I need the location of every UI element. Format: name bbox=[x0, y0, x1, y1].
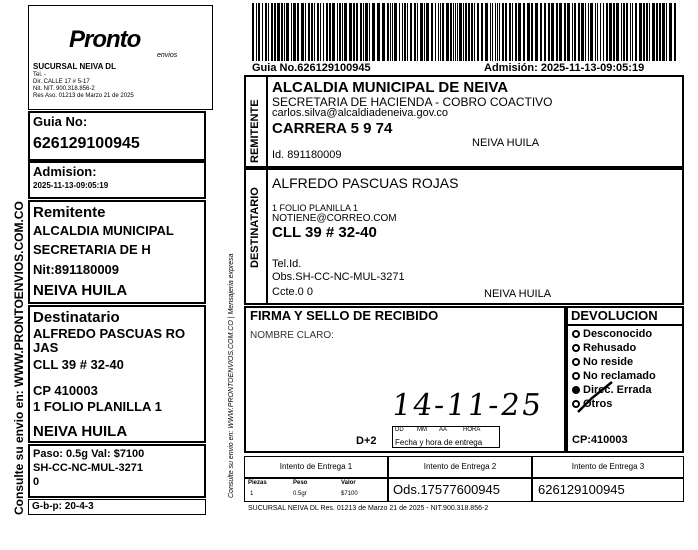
barcode-bar bbox=[392, 3, 393, 61]
barcode-bar bbox=[420, 3, 423, 61]
barcode-bar bbox=[297, 3, 299, 61]
stub-sender-nit: Nit:891180009 bbox=[33, 262, 120, 277]
barcode-bar bbox=[495, 3, 496, 61]
barcode-bar bbox=[360, 3, 362, 61]
main-barcode bbox=[252, 3, 682, 61]
return-title: DEVOLUCION bbox=[571, 308, 658, 323]
barcode-bar bbox=[564, 3, 566, 61]
piece-header-piezas: Piezas bbox=[248, 480, 267, 486]
radio-icon[interactable] bbox=[572, 330, 580, 338]
barcode-bar bbox=[365, 3, 368, 61]
main-sender-email: carlos.silva@alcaldiadeneiva.gov.co bbox=[272, 107, 449, 119]
attempt-box-2 bbox=[388, 456, 532, 478]
barcode-bar bbox=[630, 3, 631, 61]
main-guide-line: Guia No.626129100945 bbox=[252, 62, 371, 74]
barcode-bar bbox=[377, 3, 380, 61]
date-header-dd: DD bbox=[395, 427, 404, 433]
barcode-bar bbox=[262, 3, 263, 61]
barcode-bar bbox=[588, 3, 589, 61]
main-sender-box bbox=[244, 75, 684, 168]
piece-header-peso: Peso bbox=[293, 480, 308, 486]
barcode-bar bbox=[581, 3, 584, 61]
barcode-bar bbox=[459, 3, 462, 61]
barcode-bar bbox=[410, 3, 412, 61]
barcode-bar bbox=[523, 3, 525, 61]
main-recipient-folio: 1 FOLIO PLANILLA 1 bbox=[272, 203, 359, 213]
barcode-bar bbox=[572, 3, 573, 61]
barcode-bar bbox=[474, 3, 475, 61]
stub-weight-box bbox=[28, 444, 206, 498]
barcode-bar bbox=[481, 3, 483, 61]
date-header-mm: MM bbox=[417, 427, 427, 433]
barcode-bar bbox=[531, 3, 533, 61]
attempt-label-3: Intento de Entrega 3 bbox=[571, 462, 645, 471]
stub-recipient-cp: CP 410003 bbox=[33, 383, 98, 398]
barcode-bar bbox=[402, 3, 403, 61]
barcode-bar bbox=[369, 3, 370, 61]
handwritten-date: 14-11-25 bbox=[389, 388, 546, 423]
stub-ref-line: SH-CC-NC-MUL-3271 bbox=[33, 462, 144, 474]
barcode-bar bbox=[646, 3, 648, 61]
barcode-bar bbox=[277, 3, 280, 61]
barcode-bar bbox=[574, 3, 576, 61]
barcode-bar bbox=[463, 3, 464, 61]
barcode-bar bbox=[485, 3, 488, 61]
main-recipient-box bbox=[244, 168, 684, 305]
main-recipient-ccte: Ccte.0 0 bbox=[272, 286, 313, 298]
barcode-bar bbox=[268, 3, 269, 61]
barcode-bar bbox=[252, 3, 254, 61]
barcode-bar bbox=[265, 3, 267, 61]
barcode-bar bbox=[609, 3, 612, 61]
barcode-bar bbox=[505, 3, 507, 61]
return-option[interactable] bbox=[572, 327, 656, 341]
pieces-box bbox=[244, 478, 388, 502]
barcode-bar bbox=[502, 3, 504, 61]
barcode-bar bbox=[590, 3, 593, 61]
main-recipient-email: NOTIENE@CORREO.COM bbox=[272, 213, 397, 224]
barcode-bar bbox=[578, 3, 580, 61]
barcode-bar bbox=[258, 3, 260, 61]
attempt-label-2: Intento de Entrega 2 bbox=[423, 462, 497, 471]
barcode-bar bbox=[317, 3, 319, 61]
barcode-bar bbox=[453, 3, 454, 61]
barcode-bar bbox=[293, 3, 296, 61]
barcode-bar bbox=[635, 3, 637, 61]
piece-value-peso: 0.5gr bbox=[293, 491, 307, 497]
main-sender-name: ALCALDIA MUNICIPAL DE NEIVA bbox=[272, 79, 509, 96]
barcode-bar bbox=[291, 3, 292, 61]
main-vertical-web: Consulte su envio en: WWW.PRONTOENVIOS.COM.CO | Mensajeria expresa bbox=[228, 253, 235, 498]
ods-box bbox=[388, 478, 532, 502]
date-header-aa: AA bbox=[439, 427, 448, 433]
date-grid bbox=[392, 426, 500, 448]
piece-value-valor: $7100 bbox=[341, 491, 358, 497]
barcode-bar bbox=[329, 3, 331, 61]
barcode-bar bbox=[390, 3, 391, 61]
stub-guide-label: Guia No: bbox=[33, 114, 88, 129]
return-box bbox=[566, 306, 684, 453]
barcode-bar bbox=[656, 3, 658, 61]
stub-zero: 0 bbox=[33, 476, 40, 488]
barcode-bar bbox=[256, 3, 257, 61]
barcode-bar bbox=[337, 3, 338, 61]
barcode-bar bbox=[632, 3, 633, 61]
barcode-bar bbox=[662, 3, 665, 61]
pronto-logo: Pronto bbox=[69, 26, 141, 53]
stub-route-box bbox=[28, 499, 206, 515]
stub-recipient-box bbox=[28, 305, 206, 443]
barcode-bar bbox=[457, 3, 458, 61]
barcode-bar bbox=[659, 3, 661, 61]
piece-value-piezas: 1 bbox=[250, 491, 254, 497]
barcode-bar bbox=[559, 3, 562, 61]
barcode-bar bbox=[363, 3, 364, 61]
main-recipient-obs: Obs.SH-CC-NC-MUL-3271 bbox=[272, 271, 405, 283]
barcode-bar bbox=[404, 3, 406, 61]
barcode-bar bbox=[344, 3, 347, 61]
barcode-bar bbox=[326, 3, 328, 61]
barcode-bar bbox=[621, 3, 622, 61]
main-sender-id: Id. 891180009 bbox=[272, 149, 342, 161]
barcode-bar bbox=[497, 3, 498, 61]
stub-recipient-label: Destinatario bbox=[33, 309, 120, 326]
stub-sender-dept: SECRETARIA DE H bbox=[33, 242, 151, 257]
barcode-bar bbox=[490, 3, 491, 61]
stub-sender-city: NEIVA HUILA bbox=[33, 282, 128, 299]
barcode-bar bbox=[286, 3, 289, 61]
date-header-hora: HORA bbox=[463, 427, 481, 433]
barcode-bar bbox=[414, 3, 416, 61]
barcode-bar bbox=[435, 3, 436, 61]
barcode-bar bbox=[305, 3, 306, 61]
barcode-bar bbox=[606, 3, 608, 61]
main-recipient-name: ALFREDO PASCUAS ROJAS bbox=[272, 175, 459, 191]
barcode-bar bbox=[626, 3, 628, 61]
barcode-bar bbox=[666, 3, 667, 61]
barcode-bar bbox=[499, 3, 500, 61]
barcode-bar bbox=[281, 3, 283, 61]
barcode-bar bbox=[465, 3, 467, 61]
barcode-bar bbox=[323, 3, 324, 61]
barcode-bar bbox=[603, 3, 604, 61]
d2-label: D+2 bbox=[356, 435, 377, 447]
signature-name-label: NOMBRE CLARO: bbox=[250, 330, 334, 341]
stub-admission-box bbox=[28, 161, 206, 199]
main-sender-city: NEIVA HUILA bbox=[472, 137, 540, 149]
return-option-label: No reside bbox=[583, 356, 634, 368]
barcode-bar bbox=[332, 3, 335, 61]
barcode-bar bbox=[342, 3, 343, 61]
barcode-bar bbox=[477, 3, 479, 61]
barcode-bar bbox=[284, 3, 285, 61]
main-sender-tab: REMITENTE bbox=[249, 99, 261, 163]
attempt-label-1: Intento de Entrega 1 bbox=[279, 462, 353, 471]
branch-line: Nit. NIT. 900.318.856-2 bbox=[33, 86, 95, 92]
piece-header-valor: Valor bbox=[341, 480, 356, 486]
date-footer: Fecha y hora de entrega bbox=[395, 438, 483, 447]
barcode-bar bbox=[308, 3, 310, 61]
barcode-bar bbox=[440, 3, 441, 61]
barcode-bar bbox=[492, 3, 493, 61]
barcode-bar bbox=[540, 3, 542, 61]
barcode-bar bbox=[544, 3, 546, 61]
barcode-bar bbox=[616, 3, 619, 61]
stub-recipient-folio: 1 FOLIO PLANILLA 1 bbox=[33, 399, 162, 414]
barcode-bar bbox=[271, 3, 273, 61]
barcode-bar bbox=[639, 3, 642, 61]
barcode-bar bbox=[426, 3, 429, 61]
barcode-bar bbox=[442, 3, 444, 61]
main-recipient-address: CLL 39 # 32-40 bbox=[272, 224, 377, 241]
main-sender-address: CARRERA 5 9 74 bbox=[272, 120, 393, 137]
stub-recipient-city: NEIVA HUILA bbox=[33, 423, 128, 440]
barcode-bar bbox=[417, 3, 418, 61]
barcode-bar bbox=[551, 3, 554, 61]
barcode-bar bbox=[600, 3, 601, 61]
barcode-bar bbox=[613, 3, 615, 61]
barcode-bar bbox=[567, 3, 570, 61]
stub-admission-value: 2025-11-13-09:05:19 bbox=[33, 181, 109, 190]
ods-number: Ods.17577600945 bbox=[393, 482, 500, 497]
barcode-bar bbox=[394, 3, 397, 61]
return-option[interactable] bbox=[572, 355, 656, 369]
barcode-bar bbox=[301, 3, 304, 61]
stub-logo-box bbox=[28, 5, 213, 110]
return-option[interactable] bbox=[572, 341, 656, 355]
stub-guide-number: 626129100945 bbox=[33, 135, 140, 152]
stub-admission-label: Admision: bbox=[33, 164, 97, 179]
barcode-bar bbox=[512, 3, 513, 61]
return-option-label: Desconocido bbox=[583, 328, 653, 340]
branch-line: Res Aso. 01213 de Marzo 21 de 2025 bbox=[33, 93, 134, 99]
branch-title: SUCURSAL NEIVA DL bbox=[33, 62, 116, 71]
logo-tagline: envios bbox=[157, 52, 178, 59]
barcode-bar bbox=[623, 3, 625, 61]
barcode-bar bbox=[535, 3, 538, 61]
barcode-bar bbox=[407, 3, 408, 61]
radio-icon[interactable] bbox=[572, 358, 580, 366]
main-recipient-tab: DESTINATARIO bbox=[249, 187, 261, 268]
barcode-bar bbox=[274, 3, 276, 61]
barcode-bar bbox=[339, 3, 341, 61]
stub-recipient-name: ALFREDO PASCUAS RO JAS bbox=[33, 326, 186, 355]
barcode-bar bbox=[399, 3, 400, 61]
barcode-bar bbox=[468, 3, 470, 61]
guide-number-box-text: 626129100945 bbox=[538, 482, 625, 497]
barcode-bar bbox=[669, 3, 672, 61]
checkmark-stroke bbox=[572, 368, 632, 418]
stub-sender-name: ALCALDIA MUNICIPAL bbox=[33, 223, 174, 238]
return-option-label: Otros bbox=[583, 398, 613, 410]
barcode-bar bbox=[509, 3, 511, 61]
branch-line: Dir. CALLE 17 # 5-17 bbox=[33, 79, 90, 85]
return-option-label: Direc. Errada bbox=[583, 384, 652, 396]
barcode-bar bbox=[424, 3, 425, 61]
barcode-bar bbox=[556, 3, 558, 61]
barcode-bar bbox=[674, 3, 676, 61]
barcode-bar bbox=[518, 3, 521, 61]
barcode-bar bbox=[471, 3, 473, 61]
barcode-bar bbox=[446, 3, 449, 61]
return-option-label: No reclamado bbox=[583, 370, 656, 382]
stub-guide-box bbox=[28, 111, 206, 161]
barcode-bar bbox=[527, 3, 530, 61]
guide-number-box bbox=[532, 478, 684, 502]
stub-sender-box bbox=[28, 200, 206, 304]
barcode-bar bbox=[311, 3, 313, 61]
barcode-bar bbox=[314, 3, 315, 61]
return-option-label: Rehusado bbox=[583, 342, 637, 354]
attempt-box-1 bbox=[244, 456, 388, 478]
radio-icon[interactable] bbox=[572, 344, 580, 352]
barcode-bar bbox=[515, 3, 517, 61]
main-recipient-city: NEIVA HUILA bbox=[484, 288, 552, 300]
stub-side-vertical: Consulte su envio en: WWW.PRONTOENVIOS.COM.CO bbox=[12, 201, 26, 515]
barcode-bar bbox=[597, 3, 598, 61]
barcode-bar bbox=[649, 3, 650, 61]
main-footer: SUCURSAL NEIVA DL Res. 01213 de Marzo 21 de 2025 - NIT.900.318.856-2 bbox=[248, 505, 489, 512]
attempt-box-3 bbox=[532, 456, 684, 478]
barcode-bar bbox=[652, 3, 655, 61]
barcode-bar bbox=[356, 3, 358, 61]
barcode-bar bbox=[455, 3, 456, 61]
barcode-bar bbox=[643, 3, 645, 61]
main-admission-line: Admisión: 2025-11-13-09:05:19 bbox=[484, 62, 645, 74]
barcode-bar bbox=[548, 3, 550, 61]
main-sender-dept: SECRETARIA DE HACIENDA - COBRO COACTIVO bbox=[272, 95, 553, 109]
barcode-bar bbox=[438, 3, 439, 61]
stub-sender-label: Remitente bbox=[33, 204, 106, 221]
barcode-bar bbox=[387, 3, 389, 61]
branch-line: Tel. - bbox=[33, 72, 47, 78]
barcode-bar bbox=[382, 3, 385, 61]
barcode-bar bbox=[585, 3, 586, 61]
barcode-bar bbox=[353, 3, 355, 61]
signature-title: FIRMA Y SELLO DE RECIBIDO bbox=[250, 308, 439, 323]
barcode-bar bbox=[450, 3, 452, 61]
barcode-bar bbox=[372, 3, 375, 61]
barcode-bar bbox=[431, 3, 433, 61]
barcode-bar bbox=[320, 3, 321, 61]
stub-route-code: G-b-p: 20-4-3 bbox=[32, 501, 94, 512]
main-recipient-tel: Tel.Id. bbox=[272, 258, 302, 270]
stub-recipient-address: CLL 39 # 32-40 bbox=[33, 357, 124, 372]
signature-box bbox=[244, 306, 566, 453]
barcode-bar bbox=[595, 3, 596, 61]
return-cp: CP:410003 bbox=[572, 434, 628, 446]
barcode-bar bbox=[349, 3, 352, 61]
stub-weight-line: Paso: 0.5g Val: $7100 bbox=[33, 448, 145, 460]
